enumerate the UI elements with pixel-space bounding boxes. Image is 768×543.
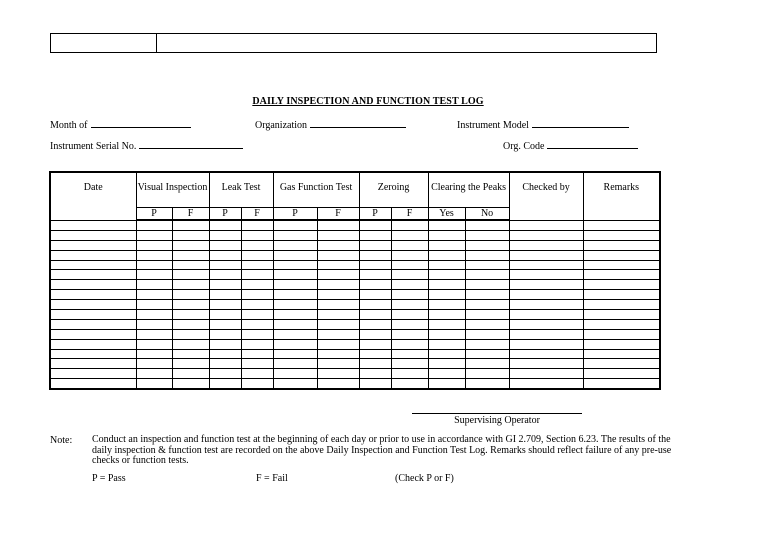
- log-cell[interactable]: [136, 300, 172, 310]
- log-cell[interactable]: [465, 339, 509, 349]
- month-of-line[interactable]: [91, 118, 191, 128]
- log-cell[interactable]: [209, 300, 241, 310]
- log-cell[interactable]: [317, 319, 359, 329]
- org-code-line[interactable]: [547, 139, 638, 149]
- log-cell[interactable]: [465, 310, 509, 320]
- log-cell[interactable]: [317, 369, 359, 379]
- log-cell[interactable]: [273, 260, 317, 270]
- log-cell[interactable]: [136, 240, 172, 250]
- log-cell[interactable]: [136, 250, 172, 260]
- log-cell[interactable]: [391, 300, 428, 310]
- log-cell[interactable]: [317, 240, 359, 250]
- legend-pass: P = Pass: [92, 473, 126, 484]
- log-cell[interactable]: [428, 369, 465, 379]
- log-cell[interactable]: [509, 310, 583, 320]
- log-cell[interactable]: [428, 250, 465, 260]
- month-of-label: Month of: [50, 120, 88, 131]
- sub-header-gas-f: F: [317, 208, 359, 221]
- log-cell[interactable]: [359, 310, 391, 320]
- log-cell[interactable]: [241, 310, 273, 320]
- log-cell[interactable]: [359, 379, 391, 389]
- instrument-serial-label: Instrument Serial No.: [50, 141, 137, 152]
- log-cell[interactable]: [50, 329, 136, 339]
- log-cell[interactable]: [583, 220, 660, 230]
- log-cell[interactable]: [509, 339, 583, 349]
- log-row: [50, 379, 660, 389]
- log-cell[interactable]: [428, 290, 465, 300]
- log-cell[interactable]: [136, 339, 172, 349]
- log-cell[interactable]: [391, 339, 428, 349]
- log-cell[interactable]: [583, 280, 660, 290]
- log-cell[interactable]: [50, 349, 136, 359]
- log-cell[interactable]: [172, 280, 209, 290]
- log-cell[interactable]: [273, 250, 317, 260]
- log-cell[interactable]: [359, 369, 391, 379]
- log-cell[interactable]: [465, 240, 509, 250]
- log-cell[interactable]: [428, 319, 465, 329]
- log-cell[interactable]: [241, 260, 273, 270]
- log-cell[interactable]: [273, 310, 317, 320]
- log-cell[interactable]: [273, 270, 317, 280]
- col-header-clearing-peaks: Clearing the Peaks: [428, 172, 509, 208]
- log-cell[interactable]: [241, 290, 273, 300]
- log-cell[interactable]: [359, 270, 391, 280]
- sub-header-clearing-yes: Yes: [428, 208, 465, 221]
- log-cell[interactable]: [317, 300, 359, 310]
- log-table-body: [50, 220, 660, 389]
- sub-header-zeroing-p: P: [359, 208, 391, 221]
- log-cell[interactable]: [359, 240, 391, 250]
- month-of-field[interactable]: [50, 118, 191, 131]
- log-cell[interactable]: [136, 359, 172, 369]
- log-cell[interactable]: [50, 300, 136, 310]
- log-cell[interactable]: [209, 280, 241, 290]
- note-label: Note:: [50, 435, 73, 446]
- log-cell[interactable]: [209, 329, 241, 339]
- log-cell[interactable]: [136, 280, 172, 290]
- sub-header-zeroing-f: F: [391, 208, 428, 221]
- log-cell[interactable]: [428, 270, 465, 280]
- log-cell[interactable]: [273, 379, 317, 389]
- log-cell[interactable]: [509, 329, 583, 339]
- log-cell[interactable]: [583, 230, 660, 240]
- organization-line[interactable]: [310, 118, 406, 128]
- log-cell[interactable]: [209, 339, 241, 349]
- log-cell[interactable]: [583, 369, 660, 379]
- log-cell[interactable]: [50, 280, 136, 290]
- log-cell[interactable]: [136, 310, 172, 320]
- log-cell[interactable]: [241, 300, 273, 310]
- log-cell[interactable]: [391, 379, 428, 389]
- log-cell[interactable]: [136, 329, 172, 339]
- log-row: [50, 359, 660, 369]
- log-cell[interactable]: [209, 290, 241, 300]
- log-cell[interactable]: [391, 250, 428, 260]
- log-cell[interactable]: [209, 250, 241, 260]
- log-cell[interactable]: [172, 369, 209, 379]
- log-cell[interactable]: [241, 329, 273, 339]
- instrument-model-field[interactable]: [457, 118, 629, 131]
- header-box-cell-left: [51, 34, 157, 52]
- log-cell[interactable]: [391, 240, 428, 250]
- log-cell[interactable]: [209, 260, 241, 270]
- log-cell[interactable]: [317, 290, 359, 300]
- sub-header-leak-p: P: [209, 208, 241, 221]
- log-cell[interactable]: [172, 260, 209, 270]
- log-cell[interactable]: [359, 359, 391, 369]
- log-cell[interactable]: [241, 250, 273, 260]
- log-cell[interactable]: [509, 230, 583, 240]
- log-cell[interactable]: [391, 290, 428, 300]
- legend-check: (Check P or F): [395, 473, 454, 484]
- log-cell[interactable]: [391, 359, 428, 369]
- log-cell[interactable]: [465, 379, 509, 389]
- log-cell[interactable]: [50, 240, 136, 250]
- log-cell[interactable]: [509, 280, 583, 290]
- log-cell[interactable]: [359, 230, 391, 240]
- log-cell[interactable]: [241, 369, 273, 379]
- log-cell[interactable]: [209, 349, 241, 359]
- log-cell[interactable]: [465, 280, 509, 290]
- log-cell[interactable]: [273, 319, 317, 329]
- log-cell[interactable]: [583, 240, 660, 250]
- log-cell[interactable]: [273, 329, 317, 339]
- log-cell[interactable]: [391, 270, 428, 280]
- log-cell[interactable]: [509, 349, 583, 359]
- log-row: [50, 260, 660, 270]
- log-row: [50, 319, 660, 329]
- log-cell[interactable]: [50, 270, 136, 280]
- log-cell[interactable]: [172, 290, 209, 300]
- log-cell[interactable]: [172, 349, 209, 359]
- col-header-date: Date: [50, 172, 136, 220]
- log-cell[interactable]: [136, 230, 172, 240]
- log-cell[interactable]: [241, 220, 273, 230]
- log-cell[interactable]: [391, 220, 428, 230]
- log-cell[interactable]: [428, 329, 465, 339]
- log-cell[interactable]: [509, 260, 583, 270]
- log-cell[interactable]: [391, 260, 428, 270]
- log-cell[interactable]: [50, 319, 136, 329]
- log-cell[interactable]: [273, 339, 317, 349]
- org-code-field[interactable]: [503, 139, 638, 152]
- log-cell[interactable]: [359, 349, 391, 359]
- log-cell[interactable]: [317, 270, 359, 280]
- log-cell[interactable]: [172, 270, 209, 280]
- log-row: [50, 329, 660, 339]
- log-cell[interactable]: [136, 369, 172, 379]
- log-cell[interactable]: [209, 319, 241, 329]
- legend-fail: F = Fail: [256, 473, 288, 484]
- log-cell[interactable]: [509, 319, 583, 329]
- log-cell[interactable]: [359, 300, 391, 310]
- supervisor-signature-label: Supervising Operator: [454, 415, 540, 426]
- log-cell[interactable]: [136, 220, 172, 230]
- log-cell[interactable]: [317, 230, 359, 240]
- log-cell[interactable]: [359, 290, 391, 300]
- org-code-label: Org. Code: [503, 141, 545, 152]
- log-cell[interactable]: [273, 349, 317, 359]
- log-cell[interactable]: [317, 250, 359, 260]
- log-cell[interactable]: [241, 270, 273, 280]
- log-cell[interactable]: [50, 220, 136, 230]
- log-cell[interactable]: [391, 349, 428, 359]
- log-cell[interactable]: [317, 280, 359, 290]
- log-cell[interactable]: [241, 319, 273, 329]
- log-cell[interactable]: [391, 319, 428, 329]
- log-cell[interactable]: [317, 339, 359, 349]
- log-cell[interactable]: [465, 260, 509, 270]
- log-cell[interactable]: [509, 300, 583, 310]
- log-cell[interactable]: [428, 260, 465, 270]
- log-cell[interactable]: [359, 319, 391, 329]
- log-cell[interactable]: [273, 290, 317, 300]
- log-cell[interactable]: [465, 250, 509, 260]
- log-cell[interactable]: [509, 379, 583, 389]
- log-row: [50, 349, 660, 359]
- instrument-model-line[interactable]: [532, 118, 629, 128]
- log-cell[interactable]: [209, 359, 241, 369]
- log-cell[interactable]: [359, 329, 391, 339]
- log-cell[interactable]: [317, 329, 359, 339]
- log-row: [50, 300, 660, 310]
- instrument-serial-line[interactable]: [139, 139, 243, 149]
- log-cell[interactable]: [583, 250, 660, 260]
- log-cell[interactable]: [583, 339, 660, 349]
- log-cell[interactable]: [317, 310, 359, 320]
- log-cell[interactable]: [359, 250, 391, 260]
- log-cell[interactable]: [465, 319, 509, 329]
- log-cell[interactable]: [209, 240, 241, 250]
- log-cell[interactable]: [583, 310, 660, 320]
- log-cell[interactable]: [273, 300, 317, 310]
- log-cell[interactable]: [428, 220, 465, 230]
- log-cell[interactable]: [50, 369, 136, 379]
- log-cell[interactable]: [136, 379, 172, 389]
- log-cell[interactable]: [136, 319, 172, 329]
- log-cell[interactable]: [583, 270, 660, 280]
- log-cell[interactable]: [172, 240, 209, 250]
- log-cell[interactable]: [391, 230, 428, 240]
- log-cell[interactable]: [509, 290, 583, 300]
- log-cell[interactable]: [172, 339, 209, 349]
- log-cell[interactable]: [583, 379, 660, 389]
- log-cell[interactable]: [509, 250, 583, 260]
- log-row: [50, 310, 660, 320]
- sub-header-gas-p: P: [273, 208, 317, 221]
- log-cell[interactable]: [273, 369, 317, 379]
- log-cell[interactable]: [136, 270, 172, 280]
- supervisor-signature-line[interactable]: [412, 413, 582, 414]
- instrument-model-label: Instrument Model: [457, 120, 529, 131]
- log-row: [50, 220, 660, 230]
- log-cell[interactable]: [428, 280, 465, 290]
- log-cell[interactable]: [428, 240, 465, 250]
- log-cell[interactable]: [509, 240, 583, 250]
- log-cell[interactable]: [241, 359, 273, 369]
- sub-header-visual-p: P: [136, 208, 172, 221]
- log-cell[interactable]: [273, 280, 317, 290]
- organization-field[interactable]: [255, 118, 406, 131]
- log-cell[interactable]: [317, 260, 359, 270]
- log-cell[interactable]: [50, 260, 136, 270]
- log-cell[interactable]: [583, 359, 660, 369]
- log-cell[interactable]: [583, 319, 660, 329]
- log-cell[interactable]: [317, 379, 359, 389]
- log-cell[interactable]: [465, 349, 509, 359]
- log-cell[interactable]: [465, 290, 509, 300]
- log-cell[interactable]: [209, 220, 241, 230]
- log-row: [50, 270, 660, 280]
- log-cell[interactable]: [209, 379, 241, 389]
- log-cell[interactable]: [241, 349, 273, 359]
- header-box: [50, 33, 657, 53]
- log-row: [50, 250, 660, 260]
- header-box-cell-right: [157, 34, 656, 52]
- log-cell[interactable]: [209, 369, 241, 379]
- log-cell[interactable]: [509, 369, 583, 379]
- log-cell[interactable]: [317, 220, 359, 230]
- log-cell[interactable]: [241, 280, 273, 290]
- log-cell[interactable]: [428, 310, 465, 320]
- col-header-gas-function-test: Gas Function Test: [273, 172, 359, 208]
- log-cell[interactable]: [241, 339, 273, 349]
- log-cell[interactable]: [583, 329, 660, 339]
- log-row: [50, 230, 660, 240]
- log-cell[interactable]: [50, 290, 136, 300]
- sub-header-visual-f: F: [172, 208, 209, 221]
- log-cell[interactable]: [241, 230, 273, 240]
- log-cell[interactable]: [273, 359, 317, 369]
- log-row: [50, 339, 660, 349]
- log-cell[interactable]: [172, 300, 209, 310]
- col-header-checked-by: Checked by: [509, 172, 583, 220]
- log-row: [50, 290, 660, 300]
- log-cell[interactable]: [172, 379, 209, 389]
- log-cell[interactable]: [465, 329, 509, 339]
- log-cell[interactable]: [209, 270, 241, 280]
- log-cell[interactable]: [465, 300, 509, 310]
- log-cell[interactable]: [136, 260, 172, 270]
- log-cell[interactable]: [428, 230, 465, 240]
- log-cell[interactable]: [50, 379, 136, 389]
- log-cell[interactable]: [317, 359, 359, 369]
- log-cell[interactable]: [172, 310, 209, 320]
- log-cell[interactable]: [172, 319, 209, 329]
- log-cell[interactable]: [465, 230, 509, 240]
- log-cell[interactable]: [273, 240, 317, 250]
- log-cell[interactable]: [465, 270, 509, 280]
- sub-header-leak-f: F: [241, 208, 273, 221]
- log-cell[interactable]: [428, 300, 465, 310]
- form-title: DAILY INSPECTION AND FUNCTION TEST LOG: [252, 96, 484, 107]
- log-cell[interactable]: [317, 349, 359, 359]
- log-cell[interactable]: [359, 280, 391, 290]
- log-cell[interactable]: [241, 240, 273, 250]
- col-header-zeroing: Zeroing: [359, 172, 428, 208]
- col-header-visual-inspection: Visual Inspection: [136, 172, 209, 208]
- log-cell[interactable]: [241, 379, 273, 389]
- log-row: [50, 369, 660, 379]
- note-text: Conduct an inspection and function test at the beginning of each day or prior to use in accordance with GI 2.709, Section 6.23. The results of the daily inspection & function test are recorded on the above Daily Inspection and Function Test Log. Remarks should reflect failure of any pre-use checks or function tests.: [92, 434, 672, 466]
- organization-label: Organization: [255, 120, 308, 131]
- log-cell[interactable]: [428, 349, 465, 359]
- log-cell[interactable]: [509, 359, 583, 369]
- inspection-log-table: [49, 171, 661, 390]
- log-row: [50, 280, 660, 290]
- log-cell[interactable]: [209, 310, 241, 320]
- log-cell[interactable]: [50, 250, 136, 260]
- log-cell[interactable]: [172, 230, 209, 240]
- log-cell[interactable]: [50, 310, 136, 320]
- log-cell[interactable]: [391, 310, 428, 320]
- log-cell[interactable]: [509, 220, 583, 230]
- log-cell[interactable]: [583, 300, 660, 310]
- log-cell[interactable]: [359, 339, 391, 349]
- sub-header-clearing-no: No: [465, 208, 509, 221]
- log-cell[interactable]: [172, 359, 209, 369]
- log-cell[interactable]: [391, 280, 428, 290]
- log-row: [50, 240, 660, 250]
- log-cell[interactable]: [359, 220, 391, 230]
- col-header-remarks: Remarks: [583, 172, 660, 220]
- col-header-leak-test: Leak Test: [209, 172, 273, 208]
- log-cell[interactable]: [465, 359, 509, 369]
- log-cell[interactable]: [465, 369, 509, 379]
- log-cell[interactable]: [172, 329, 209, 339]
- log-cell[interactable]: [172, 250, 209, 260]
- log-cell[interactable]: [209, 230, 241, 240]
- log-cell[interactable]: [273, 220, 317, 230]
- log-cell[interactable]: [583, 349, 660, 359]
- log-cell[interactable]: [509, 270, 583, 280]
- log-cell[interactable]: [273, 230, 317, 240]
- log-cell[interactable]: [428, 359, 465, 369]
- log-cell[interactable]: [428, 379, 465, 389]
- log-cell[interactable]: [136, 349, 172, 359]
- log-cell[interactable]: [583, 260, 660, 270]
- log-cell[interactable]: [172, 220, 209, 230]
- log-cell[interactable]: [50, 230, 136, 240]
- log-cell[interactable]: [583, 290, 660, 300]
- instrument-serial-field[interactable]: [50, 139, 243, 152]
- log-cell[interactable]: [359, 260, 391, 270]
- log-cell[interactable]: [50, 339, 136, 349]
- log-cell[interactable]: [136, 290, 172, 300]
- log-cell[interactable]: [391, 369, 428, 379]
- log-cell[interactable]: [50, 359, 136, 369]
- log-cell[interactable]: [428, 339, 465, 349]
- log-cell[interactable]: [391, 329, 428, 339]
- log-cell[interactable]: [465, 220, 509, 230]
